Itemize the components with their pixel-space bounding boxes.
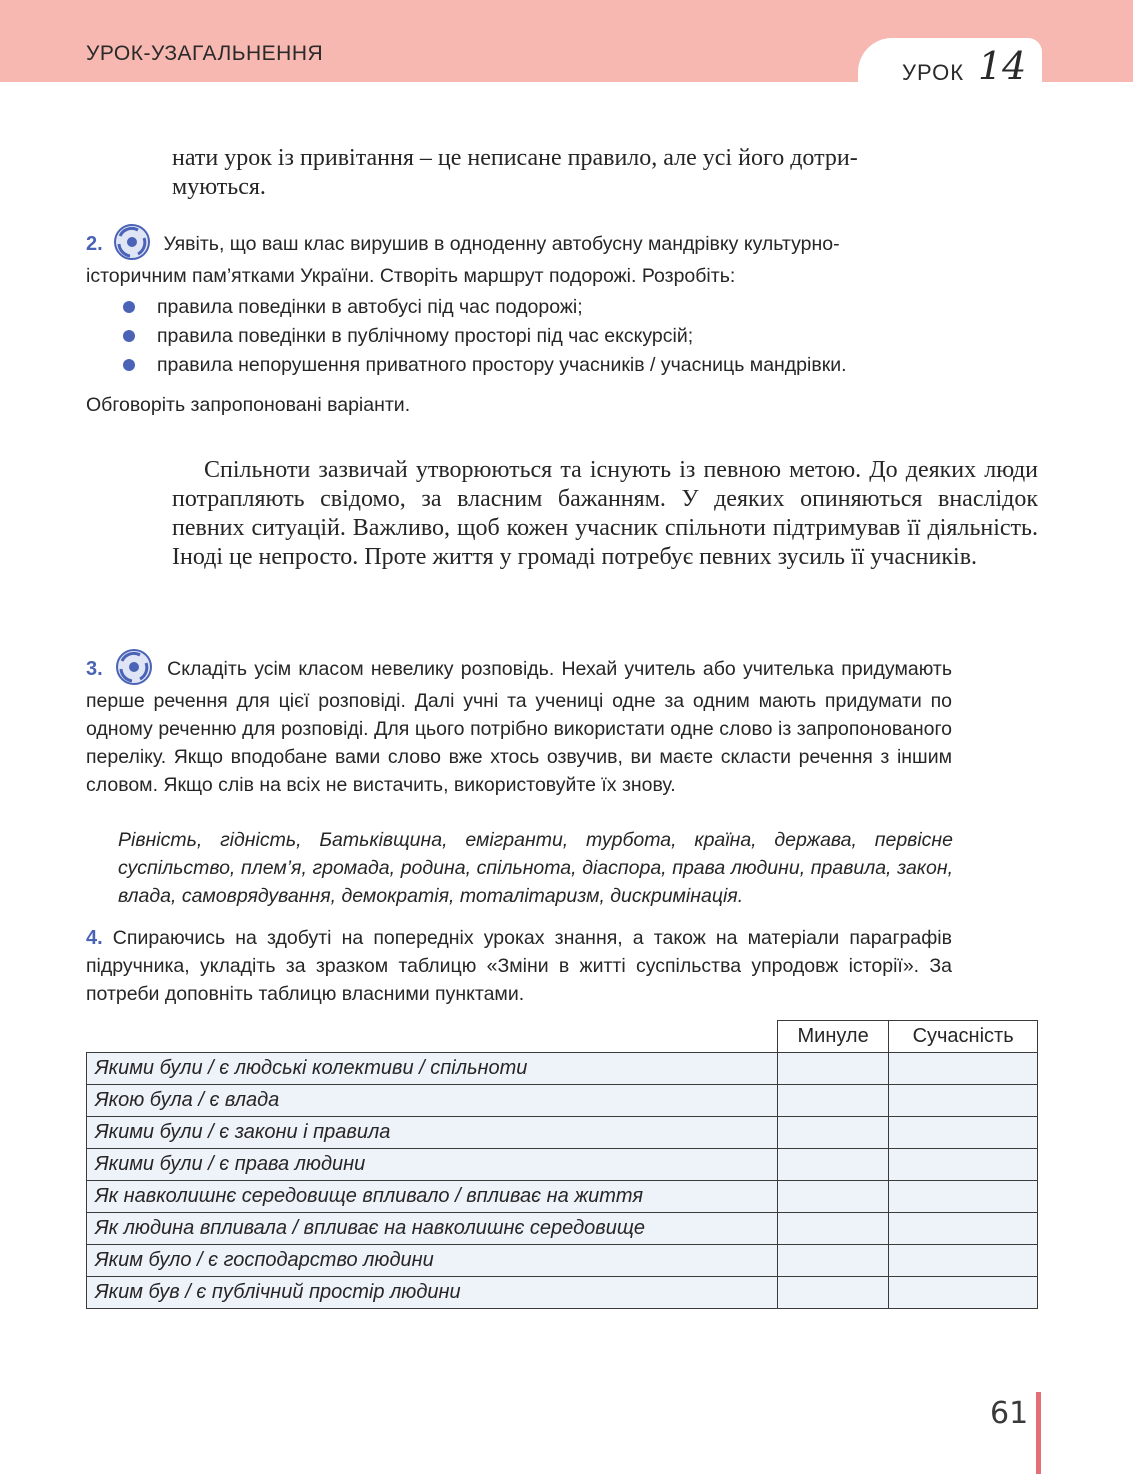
row-label: Як навколишнє середовище впливало / впливає на життя bbox=[87, 1181, 778, 1213]
cell-present[interactable] bbox=[889, 1245, 1038, 1277]
lesson-number: 14 bbox=[978, 44, 1027, 88]
row-label: Якими були / є права людини bbox=[87, 1149, 778, 1181]
task-4 bbox=[86, 924, 952, 1008]
intro-line-1: нати урок із привітання – це неписане правило, але усі його дотри- bbox=[172, 145, 858, 171]
row-label: Яким був / є публічний простір людини bbox=[87, 1277, 778, 1309]
cell-past[interactable] bbox=[778, 1149, 889, 1181]
changes-table bbox=[86, 1020, 1038, 1309]
task-2 bbox=[86, 222, 966, 290]
bullet-text: правила непорушення приватного простору учасників / учасниць мандрівки. bbox=[157, 354, 847, 376]
task-3 bbox=[86, 647, 952, 799]
row-label: Якими були / є закони і правила bbox=[87, 1117, 778, 1149]
column-header-past: Минуле bbox=[778, 1021, 889, 1053]
bullet-item bbox=[121, 351, 847, 380]
table-row bbox=[87, 1085, 1038, 1117]
cell-past[interactable] bbox=[778, 1053, 889, 1085]
group-work-icon bbox=[110, 222, 154, 262]
cell-present[interactable] bbox=[889, 1277, 1038, 1309]
quote-block: Спільноти зазвичай утворюються та існують із певною метою. До деяких люди потрапляють свідомо, за власним бажанням. У деяких опиняються внаслідок певних ситуацій. Важливо, щоб кожен учасник спільноти підтримував її діяльність. Іноді це непросто. Проте життя у громаді потребує певних зусиль її учасників. bbox=[172, 457, 1038, 570]
row-label: Якими були / є людські колективи / спільноти bbox=[87, 1053, 778, 1085]
task-2-line-2: історичним пам’ятками України. Створіть маршрут подорожі. Розробіть: bbox=[86, 265, 736, 287]
bullet-text: правила поведінки в автобусі під час подорожі; bbox=[157, 296, 583, 318]
cell-past[interactable] bbox=[778, 1181, 889, 1213]
column-header-present: Сучасність bbox=[889, 1021, 1038, 1053]
cell-past[interactable] bbox=[778, 1245, 889, 1277]
group-work-icon bbox=[112, 647, 156, 687]
page-number: 61 bbox=[990, 1396, 1029, 1431]
bullet-text: правила поведінки в публічному просторі під час екскурсій; bbox=[157, 325, 694, 347]
table-corner bbox=[87, 1021, 778, 1053]
bullet-dot-icon bbox=[123, 301, 135, 313]
row-label: Як людина впливала / впливає на навколишнє середовище bbox=[87, 1213, 778, 1245]
row-label: Якою була / є влада bbox=[87, 1085, 778, 1117]
page-edge-bar bbox=[1036, 1392, 1041, 1474]
intro-line-2: муються. bbox=[172, 174, 266, 200]
table-row bbox=[87, 1053, 1038, 1085]
cell-present[interactable] bbox=[889, 1085, 1038, 1117]
task-2-number: 2. bbox=[86, 233, 103, 255]
table-row bbox=[87, 1213, 1038, 1245]
bullet-dot-icon bbox=[123, 359, 135, 371]
cell-past[interactable] bbox=[778, 1277, 889, 1309]
table-header-row bbox=[87, 1021, 1038, 1053]
task-3-text: Складіть усім класом невелику розповідь. Нехай учитель або учителька придумають перше речення для цієї розповіді. Далі учні та учениці одне за одним мають придумати по одному реченню для розповіді. Для цього потрібно використати одне слово із запропонованого переліку. Якщо вподобане вами слово вже хтось озвучив, ви маєте скласти речення з іншим словом. Якщо слів на всіх не вистачить, використовуйте їх знову. bbox=[86, 658, 952, 796]
task-2-bullets bbox=[121, 293, 847, 380]
table-row bbox=[87, 1117, 1038, 1149]
lesson-label: УРОК bbox=[902, 60, 965, 85]
task-2-footer: Обговоріть запропоновані варіанти. bbox=[86, 394, 411, 416]
table-row bbox=[87, 1181, 1038, 1213]
table-row bbox=[87, 1277, 1038, 1309]
bullet-item bbox=[121, 322, 847, 351]
cell-present[interactable] bbox=[889, 1053, 1038, 1085]
cell-past[interactable] bbox=[778, 1085, 889, 1117]
cell-present[interactable] bbox=[889, 1213, 1038, 1245]
task-2-line-1: Уявіть, що ваш клас вирушив в одноденну автобусну мандрівку культурно- bbox=[163, 233, 840, 255]
cell-present[interactable] bbox=[889, 1181, 1038, 1213]
cell-past[interactable] bbox=[778, 1213, 889, 1245]
bullet-item bbox=[121, 293, 847, 322]
task-4-number: 4. bbox=[86, 927, 103, 949]
table-row bbox=[87, 1245, 1038, 1277]
bullet-dot-icon bbox=[123, 330, 135, 342]
intro-text bbox=[172, 144, 1038, 202]
section-title: УРОК-УЗАГАЛЬНЕННЯ bbox=[86, 42, 324, 65]
task-4-text: Спираючись на здобуті на попередніх уроках знання, а також на матеріали параграфів підручника, укладіть за зразком таблицю «Зміни в житті суспільства упродовж історії». За потреби доповніть таблицю власними пунктами. bbox=[86, 927, 952, 1005]
cell-past[interactable] bbox=[778, 1117, 889, 1149]
cell-present[interactable] bbox=[889, 1149, 1038, 1181]
table-row bbox=[87, 1149, 1038, 1181]
task-3-words: Рівність, гідність, Батьківщина, емігранти, турбота, країна, держава, первісне суспільство, плем’я, громада, родина, спільнота, діаспора, права людини, правила, закон, влада, самоврядування, демократія, тоталітаризм, дискримінація. bbox=[118, 829, 953, 907]
task-3-number: 3. bbox=[86, 658, 103, 680]
cell-present[interactable] bbox=[889, 1117, 1038, 1149]
row-label: Яким було / є господарство людини bbox=[87, 1245, 778, 1277]
